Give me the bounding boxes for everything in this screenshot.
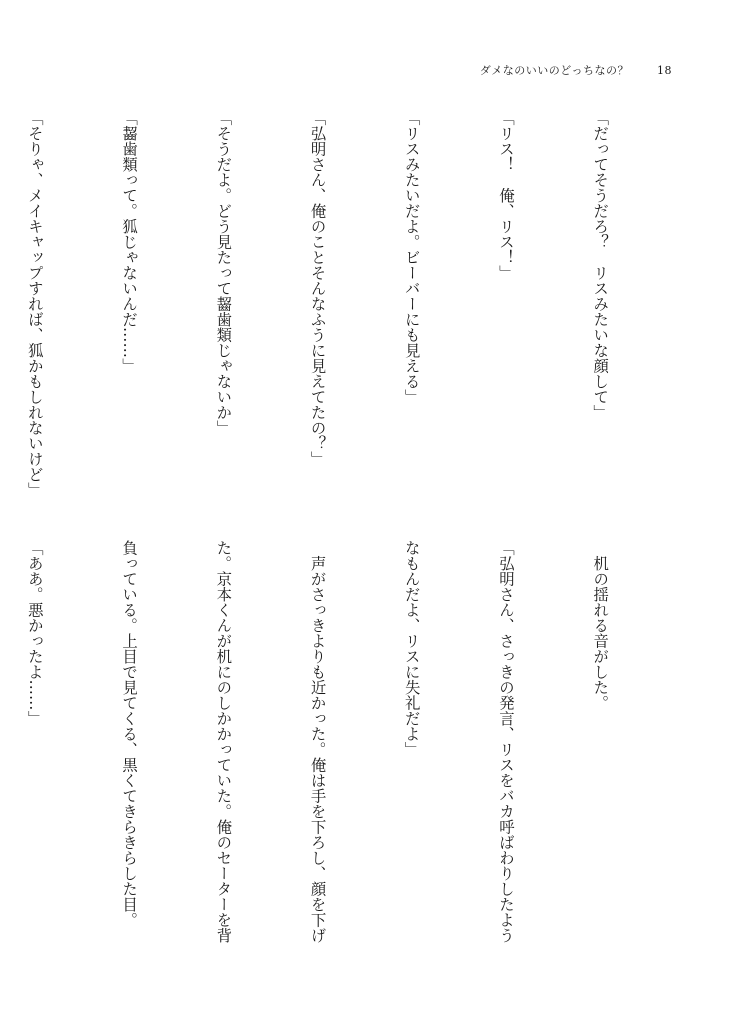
upper-text-block xyxy=(25,110,678,520)
text-line: 「リスみたいだよ。ビーバーにも見える」 xyxy=(402,110,421,405)
text-line: 声がさっきよりも近かった。俺は手を下ろし、顔を下げ xyxy=(308,540,327,943)
running-title: ダメなのいいのどっちなの？ xyxy=(479,64,629,77)
text-line: 「そりゃ、メイキャップすれば、狐かもしれないけど」 xyxy=(25,110,44,498)
lower-text-block xyxy=(25,540,678,960)
text-line: 「弘明さん、俺のことそんなふうに見えてたの？」 xyxy=(308,110,327,467)
text-line: 「齧歯類って。狐じゃないんだ……」 xyxy=(120,110,139,374)
text-line: 「ああ。悪かったよ……」 xyxy=(25,540,44,726)
text-line: 「リス！ 俺、リス！」 xyxy=(496,110,515,281)
text-line: た。京本くんが机にのしかかっていた。俺のセーターを背 xyxy=(214,540,233,943)
text-line: なもんだよ、リスに失礼だよ」 xyxy=(402,540,421,757)
running-header xyxy=(480,62,672,78)
text-line: 「そうだよ。どう見たって齧歯類じゃないか」 xyxy=(214,110,233,436)
text-line: 「だってそうだろ？ リスみたいな顔して」 xyxy=(591,110,610,420)
text-line: 負っている。上目で見てくる、黒くてきらきらした目。 xyxy=(120,540,139,928)
text-line: 「弘明さん、さっきの発言、リスをバカ呼ばわりしたよう xyxy=(496,540,515,943)
page-number: 18 xyxy=(657,64,672,77)
text-line: 机の揺れる音がした。 xyxy=(591,540,610,711)
